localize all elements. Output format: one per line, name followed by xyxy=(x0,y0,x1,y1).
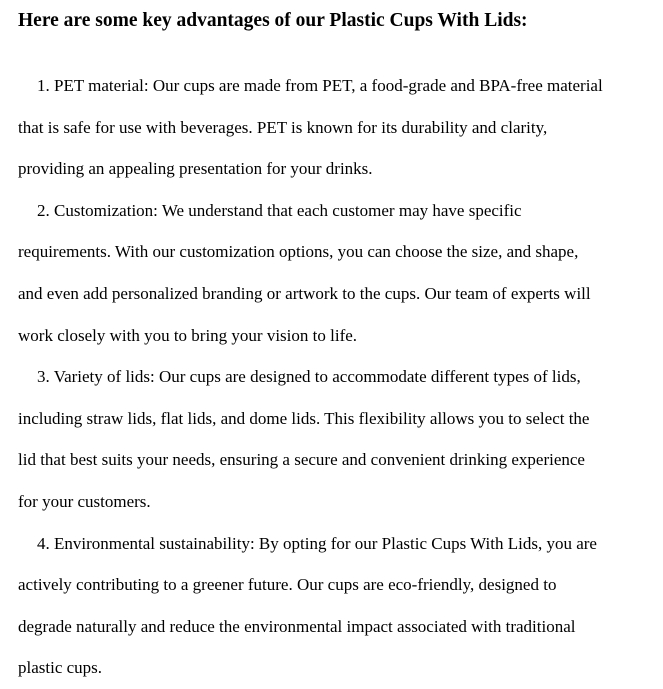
text-line: requirements. With our customization options, you can choose the size, and shape, xyxy=(18,242,579,262)
text-line: providing an appealing presentation for your drinks. xyxy=(18,159,373,179)
text-line: 1. PET material: Our cups are made from PET, a food-grade and BPA-free material xyxy=(37,76,603,95)
heading: Here are some key advantages of our Plastic Cups With Lids: xyxy=(18,10,528,31)
text-line: 2. Customization: We understand that each customer may have specific xyxy=(37,200,522,220)
list-item xyxy=(18,65,661,190)
text-line: actively contributing to a greener future. Our cups are eco-friendly, designed to xyxy=(18,575,557,595)
text-line: including straw lids, flat lids, and dome lids. This flexibility allows you to select the xyxy=(18,408,590,428)
text-line: 3. Variety of lids: Our cups are designed to accommodate different types of lids, xyxy=(37,367,581,387)
advantages-list xyxy=(18,65,661,689)
text-line: for your customers. xyxy=(18,491,151,511)
text-line: 4. Environmental sustainability: By opting for our Plastic Cups With Lids, you are xyxy=(37,533,597,553)
list-item xyxy=(18,356,661,522)
text-line: that is safe for use with beverages. PET is known for its durability and clarity, xyxy=(18,117,548,137)
text-line: plastic cups. xyxy=(18,658,103,678)
text-line: lid that best suits your needs, ensuring a secure and convenient drinking experience xyxy=(18,450,585,470)
document xyxy=(18,8,658,678)
list-item xyxy=(18,190,661,356)
text-line: and even add personalized branding or artwork to the cups. Our team of experts will xyxy=(18,283,591,303)
list-item xyxy=(18,523,661,689)
text-line: degrade naturally and reduce the environmental impact associated with traditional xyxy=(18,616,576,636)
text-line: work closely with you to bring your vision to life. xyxy=(18,325,358,345)
